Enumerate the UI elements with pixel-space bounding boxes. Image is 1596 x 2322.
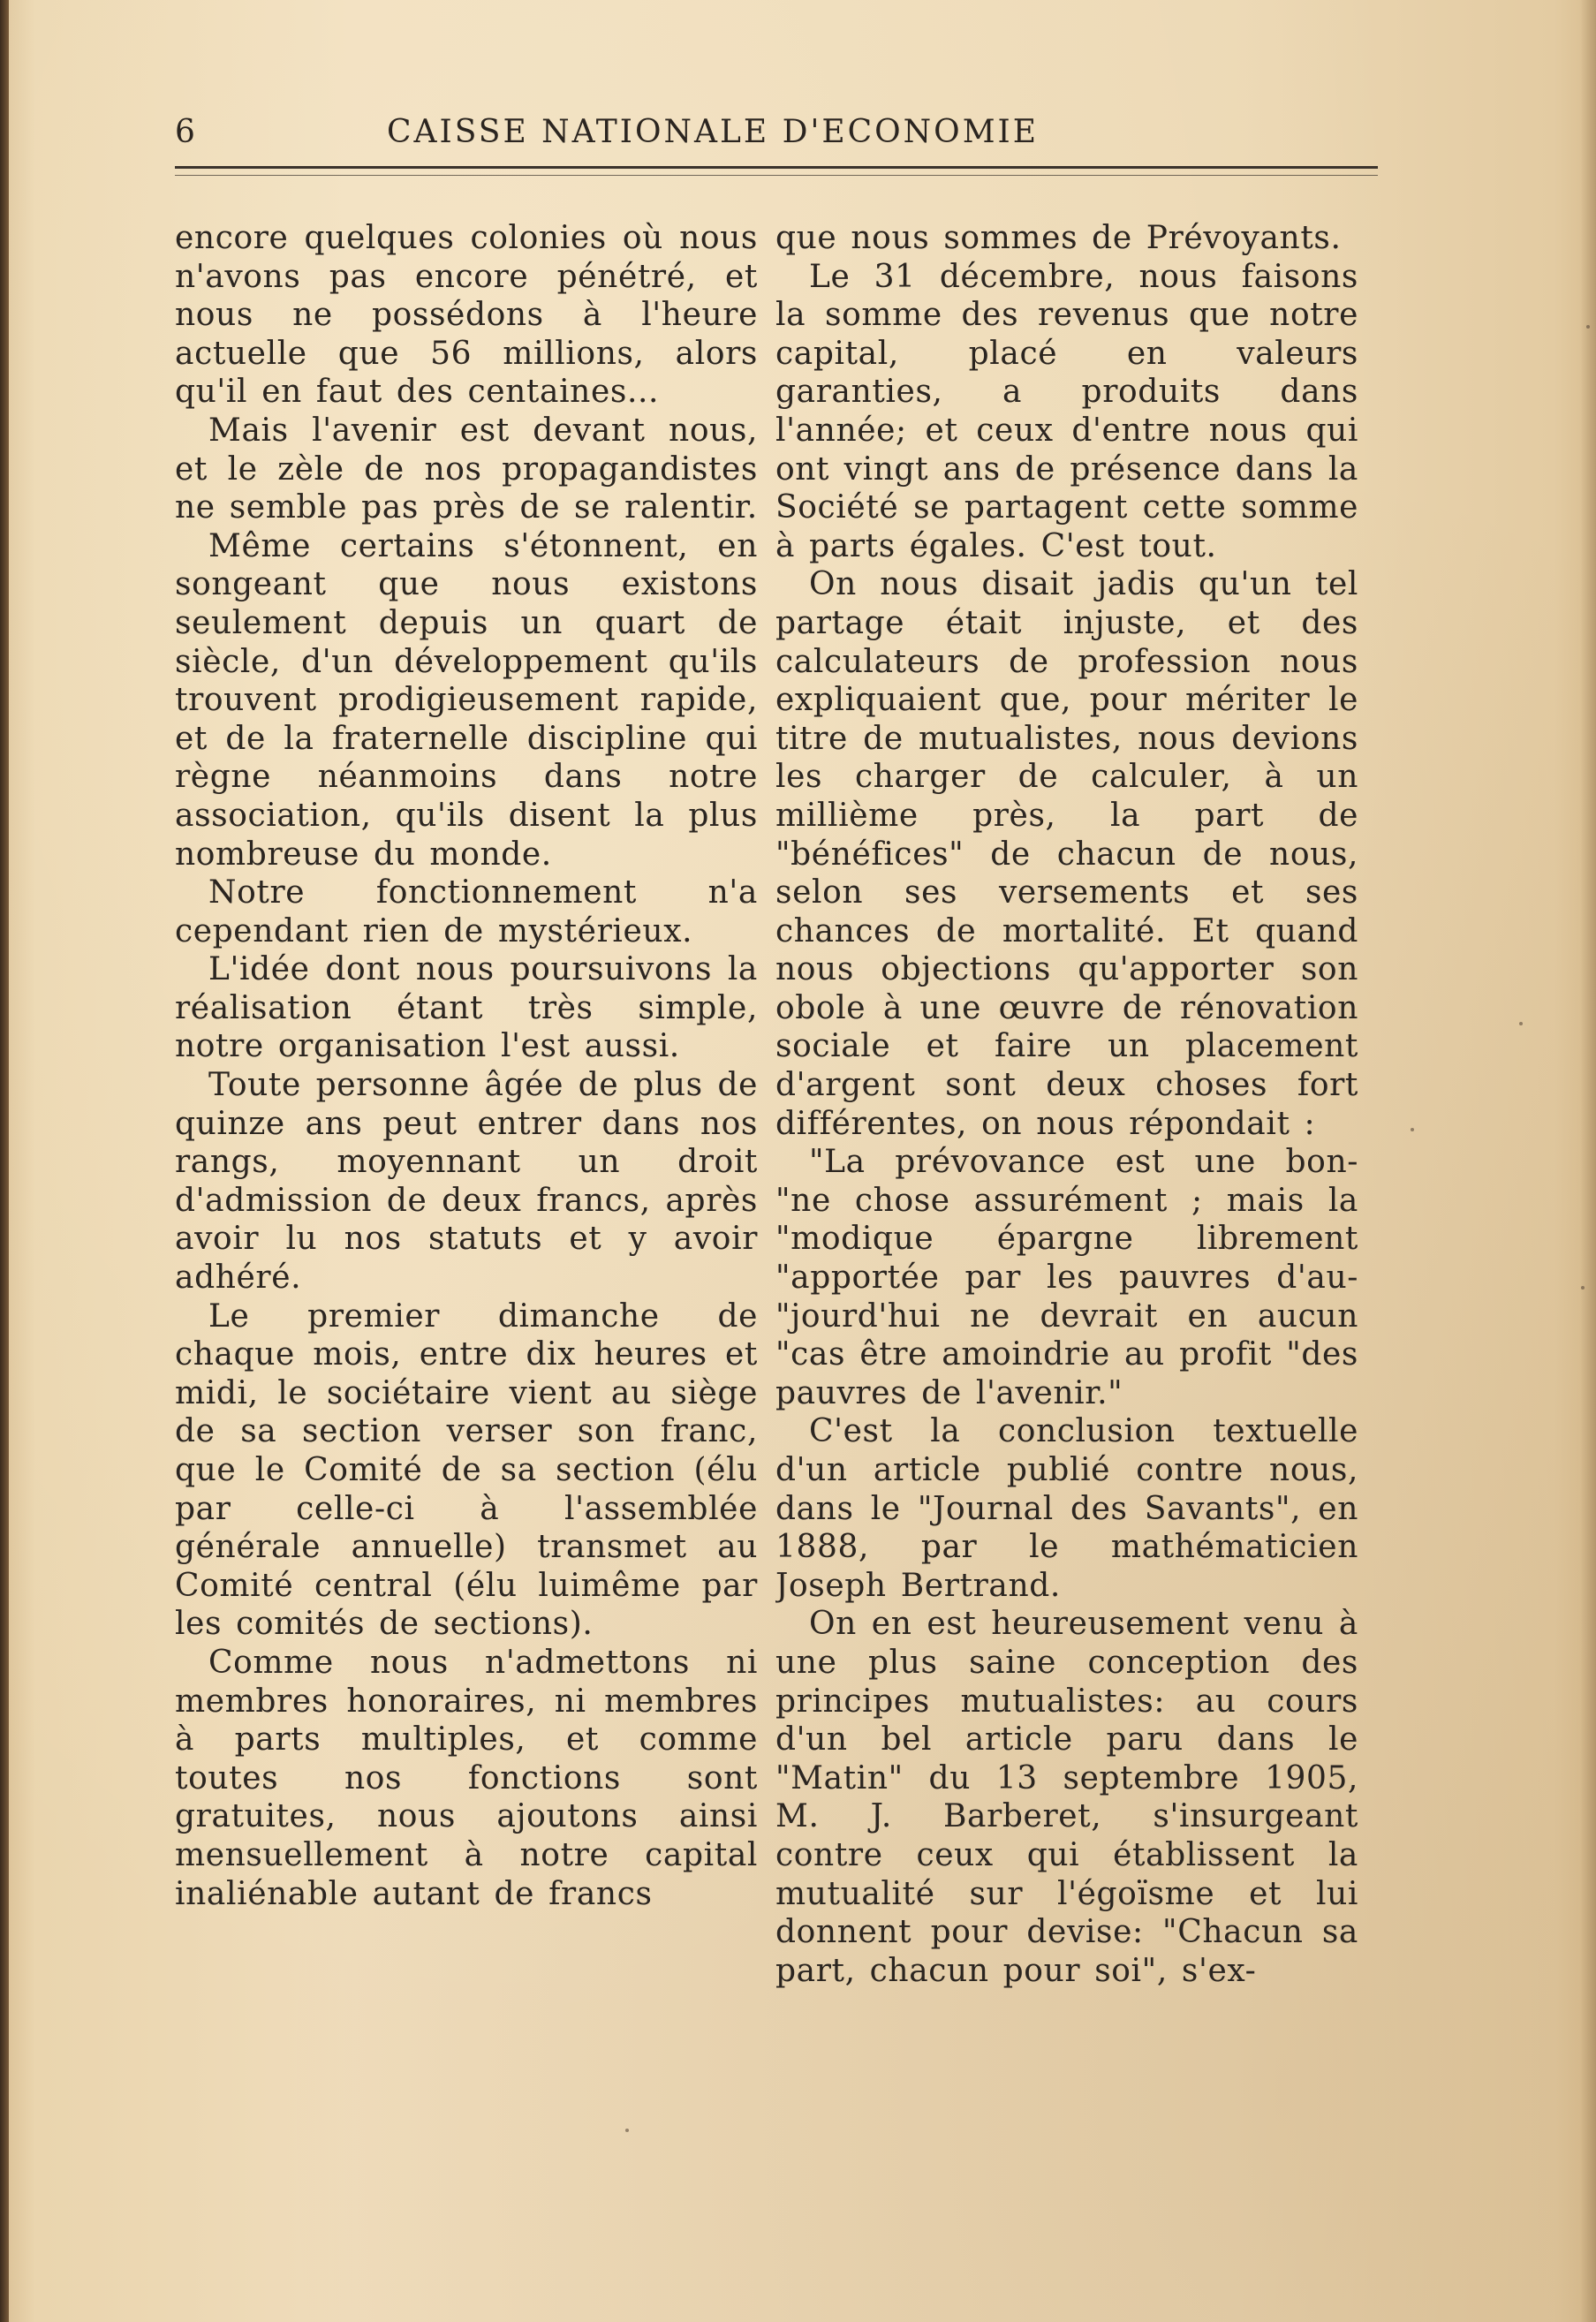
paper-speck [625, 2129, 629, 2132]
paper-speck [1411, 1128, 1414, 1131]
page-number: 6 [175, 114, 195, 150]
paragraph: On en est heureusement venu à une plus saine conception des principes mutualistes: au cours d'un bel article paru dans le "Matin" du 13 septembre 1905, M. J. Barberet, s'insurgeant contre ceux qui établissent la mutualité sur l'égoïsme et lui donnent pour devise: "Chacun sa part, chacun pour soi", s'ex- [775, 1606, 1358, 1989]
paragraph: que nous sommes de Prévoyants. [775, 220, 1342, 256]
paragraph: C'est la conclusion textuelle d'un article publié contre nous, dans le "Journal des Savants", en 1888, par le mathématicien Joseph Bertrand. [775, 1413, 1358, 1604]
paragraph: encore quelques colonies où nous n'avons pas encore pénétré, et nous ne possédons à l'heure actuelle que 56 millions, alors qu'il en faut des centaines... [175, 220, 758, 411]
paragraph: Le 31 décembre, nous faisons la somme des revenus que notre capital, placé en valeurs garanties, a produits dans l'année; et ceux d'entre nous qui ont vingt ans de présence dans la Société se partagent cette somme à parts égales. C'est tout. [775, 258, 1358, 564]
running-title: CAISSE NATIONALE D'ECONOMIE [387, 114, 1040, 150]
quotation: "La prévovance est une bon- "ne chose assurément ; mais la "modique épargne librement "apportée par les pauvres d'au- "jourd'hui ne devrait en aucun "cas être amoindrie au profit "des pauvres de l'avenir." [775, 1144, 1358, 1411]
paragraph: Même certains s'étonnent, en songeant que nous existons seulement depuis un quart de siècle, d'un développement qu'ils trouvent prodigieusement rapide, et de la fraternelle discipline qui règne néanmoins dans notre association, qu'ils disent la plus nombreuse du monde. [175, 527, 758, 873]
page-binding-edge [0, 0, 9, 2322]
paragraph: Notre fonctionnement n'a cependant rien de mystérieux. [175, 874, 758, 949]
paper-speck [1519, 1022, 1523, 1025]
paper-speck [1586, 325, 1590, 329]
paragraph: L'idée dont nous poursuivons la réalisation étant très simple, notre organisation l'est aussi. [175, 951, 758, 1065]
paragraph: Toute personne âgée de plus de quinze ans peut entrer dans nos rangs, moyennant un droit d'admission de deux francs, après avoir lu nos statuts et y avoir adhéré. [175, 1067, 758, 1297]
header-rule [175, 166, 1378, 169]
paragraph: Le premier dimanche de chaque mois, entre dix heures et midi, le sociétaire vient au siège de sa section verser son franc, que le Comité de sa section (élu par celle-ci à l'assemblée générale annuelle) transmet au Comité central (élu luimême par les comités de sections). [175, 1297, 758, 1643]
paragraph: Mais l'avenir est devant nous, et le zèle de nos propagandistes ne semble pas près de se ralentir. [175, 412, 758, 526]
header-rule-thin [175, 175, 1378, 176]
text-column-left [175, 219, 758, 2100]
text-column-right [775, 219, 1358, 2100]
page-header [175, 113, 1378, 157]
paragraph: Comme nous n'admettons ni membres honoraires, ni membres à parts multiples, et comme toutes nos fonctions sont gratuites, nous ajoutons ainsi mensuellement à notre capital inaliénable autant de francs [175, 1644, 758, 1912]
paragraph: On nous disait jadis qu'un tel partage était injuste, et des calculateurs de profession nous expliquaient que, pour mériter le titre de mutualistes, nous devions les charger de calculer, à un millième près, la part de "bénéfices" de chacun de nous, selon ses versements et ses chances de mortalité. Et quand nous objections qu'apporter son obole à une œuvre de rénovation sociale et faire un placement d'argent sont deux choses fort différentes, on nous répondait : [775, 566, 1358, 1142]
paper-speck [1581, 1286, 1585, 1290]
page-right-edge [1580, 0, 1596, 2322]
